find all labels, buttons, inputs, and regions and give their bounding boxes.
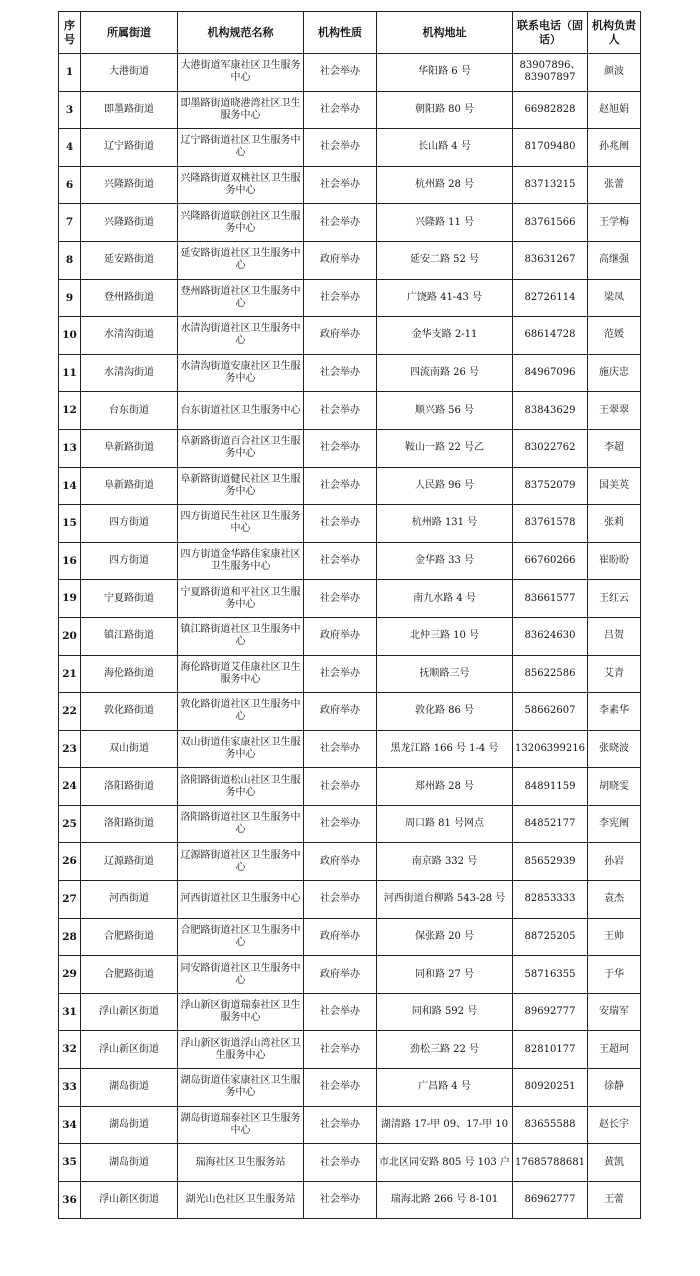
- street-cell: 四方街道: [81, 542, 178, 580]
- manager-cell: 王蕾: [588, 1181, 641, 1219]
- phone-cell: 86962777: [513, 1181, 588, 1219]
- row-index: 1: [59, 54, 81, 92]
- phone-cell: 83661577: [513, 580, 588, 618]
- street-cell: 延安路街道: [81, 241, 178, 279]
- table-row: [59, 1181, 641, 1219]
- address-cell: 同和路 592 号: [377, 993, 513, 1031]
- table-row: [59, 1106, 641, 1144]
- table-row: [59, 204, 641, 242]
- org-name-cell: 即墨路街道晓港湾社区卫生服务中心: [178, 91, 304, 129]
- org-name-cell: 阜新路街道百合社区卫生服务中心: [178, 429, 304, 467]
- table-row: [59, 693, 641, 731]
- row-index: 24: [59, 768, 81, 806]
- address-cell: 杭州路 28 号: [377, 166, 513, 204]
- phone-cell: 68614728: [513, 317, 588, 355]
- table-row: [59, 129, 641, 167]
- street-cell: 登州路街道: [81, 279, 178, 317]
- manager-cell: 颜波: [588, 54, 641, 92]
- org-name-cell: 水清沟街道社区卫生服务中心: [178, 317, 304, 355]
- row-index: 16: [59, 542, 81, 580]
- address-cell: 周口路 81 号网点: [377, 805, 513, 843]
- org-type-cell: 社会举办: [304, 1106, 377, 1144]
- address-cell: 抚顺路三号: [377, 655, 513, 693]
- street-cell: 兴隆路街道: [81, 204, 178, 242]
- row-index: 36: [59, 1181, 81, 1219]
- address-cell: 保张路 20 号: [377, 918, 513, 956]
- table-row: [59, 91, 641, 129]
- address-cell: 瑞海北路 266 号 8-101: [377, 1181, 513, 1219]
- phone-cell: 13206399216: [513, 730, 588, 768]
- table-row: [59, 993, 641, 1031]
- org-type-cell: 社会举办: [304, 467, 377, 505]
- street-cell: 湖岛街道: [81, 1144, 178, 1182]
- org-name-cell: 浮山新区街道瑞泰社区卫生服务中心: [178, 993, 304, 1031]
- header-org-type: 机构性质: [304, 12, 377, 54]
- table-row: [59, 392, 641, 430]
- org-type-cell: 政府举办: [304, 317, 377, 355]
- org-name-cell: 敦化路街道社区卫生服务中心: [178, 693, 304, 731]
- header-address: 机构地址: [377, 12, 513, 54]
- address-cell: 湖清路 17-甲 09、17-甲 10: [377, 1106, 513, 1144]
- phone-cell: 89692777: [513, 993, 588, 1031]
- street-cell: 湖岛街道: [81, 1069, 178, 1107]
- manager-cell: 梁凤: [588, 279, 641, 317]
- street-cell: 浮山新区街道: [81, 1031, 178, 1069]
- manager-cell: 孙岩: [588, 843, 641, 881]
- manager-cell: 张晓波: [588, 730, 641, 768]
- org-name-cell: 水清沟街道安康社区卫生服务中心: [178, 354, 304, 392]
- row-index: 31: [59, 993, 81, 1031]
- row-index: 9: [59, 279, 81, 317]
- street-cell: 洛阳路街道: [81, 768, 178, 806]
- org-type-cell: 政府举办: [304, 956, 377, 994]
- org-type-cell: 政府举办: [304, 843, 377, 881]
- org-name-cell: 瑞海社区卫生服务站: [178, 1144, 304, 1182]
- table-row: [59, 617, 641, 655]
- org-type-cell: 社会举办: [304, 805, 377, 843]
- manager-cell: 张莉: [588, 505, 641, 543]
- manager-cell: 孙兆阐: [588, 129, 641, 167]
- phone-cell: 83761578: [513, 505, 588, 543]
- address-cell: 金华支路 2-11: [377, 317, 513, 355]
- street-cell: 阜新路街道: [81, 467, 178, 505]
- row-index: 14: [59, 467, 81, 505]
- row-index: 26: [59, 843, 81, 881]
- address-cell: 郑州路 28 号: [377, 768, 513, 806]
- phone-cell: 84891159: [513, 768, 588, 806]
- manager-cell: 王学梅: [588, 204, 641, 242]
- table-row: [59, 1069, 641, 1107]
- phone-cell: 83624630: [513, 617, 588, 655]
- street-cell: 合肥路街道: [81, 918, 178, 956]
- phone-cell: 83752079: [513, 467, 588, 505]
- row-index: 19: [59, 580, 81, 618]
- phone-cell: 88725205: [513, 918, 588, 956]
- address-cell: 华阳路 6 号: [377, 54, 513, 92]
- org-name-cell: 合肥路街道社区卫生服务中心: [178, 918, 304, 956]
- table-row: [59, 241, 641, 279]
- street-cell: 即墨路街道: [81, 91, 178, 129]
- org-name-cell: 兴隆路街道联创社区卫生服务中心: [178, 204, 304, 242]
- table-row: [59, 354, 641, 392]
- org-type-cell: 社会举办: [304, 730, 377, 768]
- manager-cell: 李宪阐: [588, 805, 641, 843]
- table-row: [59, 918, 641, 956]
- address-cell: 长山路 4 号: [377, 129, 513, 167]
- phone-cell: 81709480: [513, 129, 588, 167]
- org-name-cell: 辽宁路街道社区卫生服务中心: [178, 129, 304, 167]
- org-name-cell: 湖岛街道佳家康社区卫生服务中心: [178, 1069, 304, 1107]
- manager-cell: 高继强: [588, 241, 641, 279]
- org-type-cell: 社会举办: [304, 166, 377, 204]
- address-cell: 广饶路 41-43 号: [377, 279, 513, 317]
- org-name-cell: 镇江路街道社区卫生服务中心: [178, 617, 304, 655]
- street-cell: 浮山新区街道: [81, 1181, 178, 1219]
- org-type-cell: 社会举办: [304, 881, 377, 919]
- street-cell: 阜新路街道: [81, 429, 178, 467]
- table-row: [59, 279, 641, 317]
- org-type-cell: 社会举办: [304, 1069, 377, 1107]
- manager-cell: 国美英: [588, 467, 641, 505]
- address-cell: 顺兴路 56 号: [377, 392, 513, 430]
- phone-cell: 80920251: [513, 1069, 588, 1107]
- org-name-cell: 海伦路街道艾佳康社区卫生服务中心: [178, 655, 304, 693]
- address-cell: 延安二路 52 号: [377, 241, 513, 279]
- manager-cell: 王红云: [588, 580, 641, 618]
- address-cell: 人民路 96 号: [377, 467, 513, 505]
- street-cell: 四方街道: [81, 505, 178, 543]
- table-row: [59, 54, 641, 92]
- org-name-cell: 台东街道社区卫生服务中心: [178, 392, 304, 430]
- address-cell: 敦化路 86 号: [377, 693, 513, 731]
- org-name-cell: 四方街道金华路佳家康社区卫生服务中心: [178, 542, 304, 580]
- address-cell: 广昌路 4 号: [377, 1069, 513, 1107]
- phone-cell: 58716355: [513, 956, 588, 994]
- manager-cell: 徐静: [588, 1069, 641, 1107]
- phone-cell: 84967096: [513, 354, 588, 392]
- manager-cell: 吕贺: [588, 617, 641, 655]
- row-index: 33: [59, 1069, 81, 1107]
- table-row: [59, 881, 641, 919]
- phone-cell: 83761566: [513, 204, 588, 242]
- org-name-cell: 河西街道社区卫生服务中心: [178, 881, 304, 919]
- row-index: 23: [59, 730, 81, 768]
- phone-cell: 85652939: [513, 843, 588, 881]
- header-org-name: 机构规范名称: [178, 12, 304, 54]
- org-type-cell: 社会举办: [304, 505, 377, 543]
- table-row: [59, 542, 641, 580]
- street-cell: 合肥路街道: [81, 956, 178, 994]
- address-cell: 同和路 27 号: [377, 956, 513, 994]
- phone-cell: 83713215: [513, 166, 588, 204]
- row-index: 3: [59, 91, 81, 129]
- org-type-cell: 社会举办: [304, 655, 377, 693]
- phone-cell: 66982828: [513, 91, 588, 129]
- address-cell: 黑龙江路 166 号 1-4 号: [377, 730, 513, 768]
- org-type-cell: 社会举办: [304, 129, 377, 167]
- manager-cell: 赵旭娟: [588, 91, 641, 129]
- row-index: 22: [59, 693, 81, 731]
- org-type-cell: 社会举办: [304, 580, 377, 618]
- street-cell: 湖岛街道: [81, 1106, 178, 1144]
- phone-cell: 84852177: [513, 805, 588, 843]
- address-cell: 河西街道台柳路 543-28 号: [377, 881, 513, 919]
- health-center-table: [58, 11, 641, 1219]
- row-index: 11: [59, 354, 81, 392]
- street-cell: 宁夏路街道: [81, 580, 178, 618]
- manager-cell: 李超: [588, 429, 641, 467]
- address-cell: 兴隆路 11 号: [377, 204, 513, 242]
- phone-cell: 83022762: [513, 429, 588, 467]
- org-type-cell: 社会举办: [304, 91, 377, 129]
- manager-cell: 胡晓雯: [588, 768, 641, 806]
- org-name-cell: 大港街道军康社区卫生服务中心: [178, 54, 304, 92]
- manager-cell: 袁杰: [588, 881, 641, 919]
- table-row: [59, 467, 641, 505]
- org-type-cell: 社会举办: [304, 392, 377, 430]
- street-cell: 敦化路街道: [81, 693, 178, 731]
- table-row: [59, 429, 641, 467]
- header-street: 所属街道: [81, 12, 178, 54]
- table-header-row: [59, 12, 641, 54]
- phone-cell: 82810177: [513, 1031, 588, 1069]
- manager-cell: 安瑞军: [588, 993, 641, 1031]
- street-cell: 双山街道: [81, 730, 178, 768]
- phone-cell: 83907896、83907897: [513, 54, 588, 92]
- table-row: [59, 505, 641, 543]
- table-row: [59, 768, 641, 806]
- phone-cell: 17685788681: [513, 1144, 588, 1182]
- row-index: 27: [59, 881, 81, 919]
- street-cell: 辽源路街道: [81, 843, 178, 881]
- phone-cell: 58662607: [513, 693, 588, 731]
- manager-cell: 李素华: [588, 693, 641, 731]
- manager-cell: 王翠翠: [588, 392, 641, 430]
- manager-cell: 黄凯: [588, 1144, 641, 1182]
- phone-cell: 83843629: [513, 392, 588, 430]
- address-cell: 四流南路 26 号: [377, 354, 513, 392]
- address-cell: 朝阳路 80 号: [377, 91, 513, 129]
- row-index: 7: [59, 204, 81, 242]
- org-type-cell: 社会举办: [304, 993, 377, 1031]
- table-row: [59, 166, 641, 204]
- org-name-cell: 兴隆路街道双桃社区卫生服务中心: [178, 166, 304, 204]
- table-row: [59, 843, 641, 881]
- org-type-cell: 政府举办: [304, 918, 377, 956]
- org-name-cell: 延安路街道社区卫生服务中心: [178, 241, 304, 279]
- org-name-cell: 同安路街道社区卫生服务中心: [178, 956, 304, 994]
- street-cell: 台东街道: [81, 392, 178, 430]
- org-type-cell: 社会举办: [304, 279, 377, 317]
- org-name-cell: 阜新路街道健民社区卫生服务中心: [178, 467, 304, 505]
- org-name-cell: 登州路街道社区卫生服务中心: [178, 279, 304, 317]
- phone-cell: 82853333: [513, 881, 588, 919]
- org-type-cell: 社会举办: [304, 1031, 377, 1069]
- address-cell: 杭州路 131 号: [377, 505, 513, 543]
- org-name-cell: 湖光山色社区卫生服务站: [178, 1181, 304, 1219]
- org-type-cell: 社会举办: [304, 354, 377, 392]
- org-type-cell: 社会举办: [304, 54, 377, 92]
- street-cell: 兴隆路街道: [81, 166, 178, 204]
- manager-cell: 崔盼盼: [588, 542, 641, 580]
- table-row: [59, 655, 641, 693]
- street-cell: 海伦路街道: [81, 655, 178, 693]
- header-phone: 联系电话（固话）: [513, 12, 588, 54]
- header-manager: 机构负责人: [588, 12, 641, 54]
- street-cell: 河西街道: [81, 881, 178, 919]
- address-cell: 劲松三路 22 号: [377, 1031, 513, 1069]
- street-cell: 镇江路街道: [81, 617, 178, 655]
- manager-cell: 王超珂: [588, 1031, 641, 1069]
- org-name-cell: 洛阳路街道松山社区卫生服务中心: [178, 768, 304, 806]
- street-cell: 水清沟街道: [81, 354, 178, 392]
- org-name-cell: 宁夏路街道和平社区卫生服务中心: [178, 580, 304, 618]
- row-index: 21: [59, 655, 81, 693]
- row-index: 25: [59, 805, 81, 843]
- row-index: 35: [59, 1144, 81, 1182]
- manager-cell: 艾青: [588, 655, 641, 693]
- manager-cell: 施庆忠: [588, 354, 641, 392]
- org-type-cell: 社会举办: [304, 768, 377, 806]
- phone-cell: 66760266: [513, 542, 588, 580]
- phone-cell: 85622586: [513, 655, 588, 693]
- phone-cell: 82726114: [513, 279, 588, 317]
- org-name-cell: 双山街道佳家康社区卫生服务中心: [178, 730, 304, 768]
- address-cell: 金华路 33 号: [377, 542, 513, 580]
- org-name-cell: 四方街道民生社区卫生服务中心: [178, 505, 304, 543]
- manager-cell: 张蕾: [588, 166, 641, 204]
- row-index: 6: [59, 166, 81, 204]
- manager-cell: 赵长宇: [588, 1106, 641, 1144]
- address-cell: 市北区同安路 805 号 103 户: [377, 1144, 513, 1182]
- table-body: [59, 54, 641, 1219]
- row-index: 15: [59, 505, 81, 543]
- org-name-cell: 浮山新区街道浮山湾社区卫生服务中心: [178, 1031, 304, 1069]
- org-name-cell: 洛阳路街道社区卫生服务中心: [178, 805, 304, 843]
- org-type-cell: 政府举办: [304, 241, 377, 279]
- manager-cell: 范媛: [588, 317, 641, 355]
- row-index: 32: [59, 1031, 81, 1069]
- org-type-cell: 社会举办: [304, 204, 377, 242]
- row-index: 8: [59, 241, 81, 279]
- table-row: [59, 956, 641, 994]
- document-sheet: [58, 11, 641, 1219]
- org-type-cell: 社会举办: [304, 1144, 377, 1182]
- manager-cell: 王帅: [588, 918, 641, 956]
- manager-cell: 于华: [588, 956, 641, 994]
- org-type-cell: 社会举办: [304, 429, 377, 467]
- address-cell: 鞍山一路 22 号乙: [377, 429, 513, 467]
- table-row: [59, 1031, 641, 1069]
- row-index: 20: [59, 617, 81, 655]
- row-index: 13: [59, 429, 81, 467]
- phone-cell: 83655588: [513, 1106, 588, 1144]
- org-name-cell: 湖岛街道瑞泰社区卫生服务中心: [178, 1106, 304, 1144]
- street-cell: 浮山新区街道: [81, 993, 178, 1031]
- address-cell: 南九水路 4 号: [377, 580, 513, 618]
- phone-cell: 83631267: [513, 241, 588, 279]
- street-cell: 大港街道: [81, 54, 178, 92]
- row-index: 10: [59, 317, 81, 355]
- org-type-cell: 政府举办: [304, 693, 377, 731]
- row-index: 34: [59, 1106, 81, 1144]
- org-name-cell: 辽源路街道社区卫生服务中心: [178, 843, 304, 881]
- table-row: [59, 1144, 641, 1182]
- table-row: [59, 730, 641, 768]
- org-type-cell: 政府举办: [304, 617, 377, 655]
- row-index: 28: [59, 918, 81, 956]
- table-row: [59, 317, 641, 355]
- address-cell: 北仲三路 10 号: [377, 617, 513, 655]
- org-type-cell: 社会举办: [304, 1181, 377, 1219]
- street-cell: 水清沟街道: [81, 317, 178, 355]
- street-cell: 洛阳路街道: [81, 805, 178, 843]
- row-index: 4: [59, 129, 81, 167]
- table-row: [59, 580, 641, 618]
- header-index: 序号: [59, 12, 81, 54]
- row-index: 12: [59, 392, 81, 430]
- row-index: 29: [59, 956, 81, 994]
- street-cell: 辽宁路街道: [81, 129, 178, 167]
- address-cell: 南京路 332 号: [377, 843, 513, 881]
- table-row: [59, 805, 641, 843]
- org-type-cell: 社会举办: [304, 542, 377, 580]
